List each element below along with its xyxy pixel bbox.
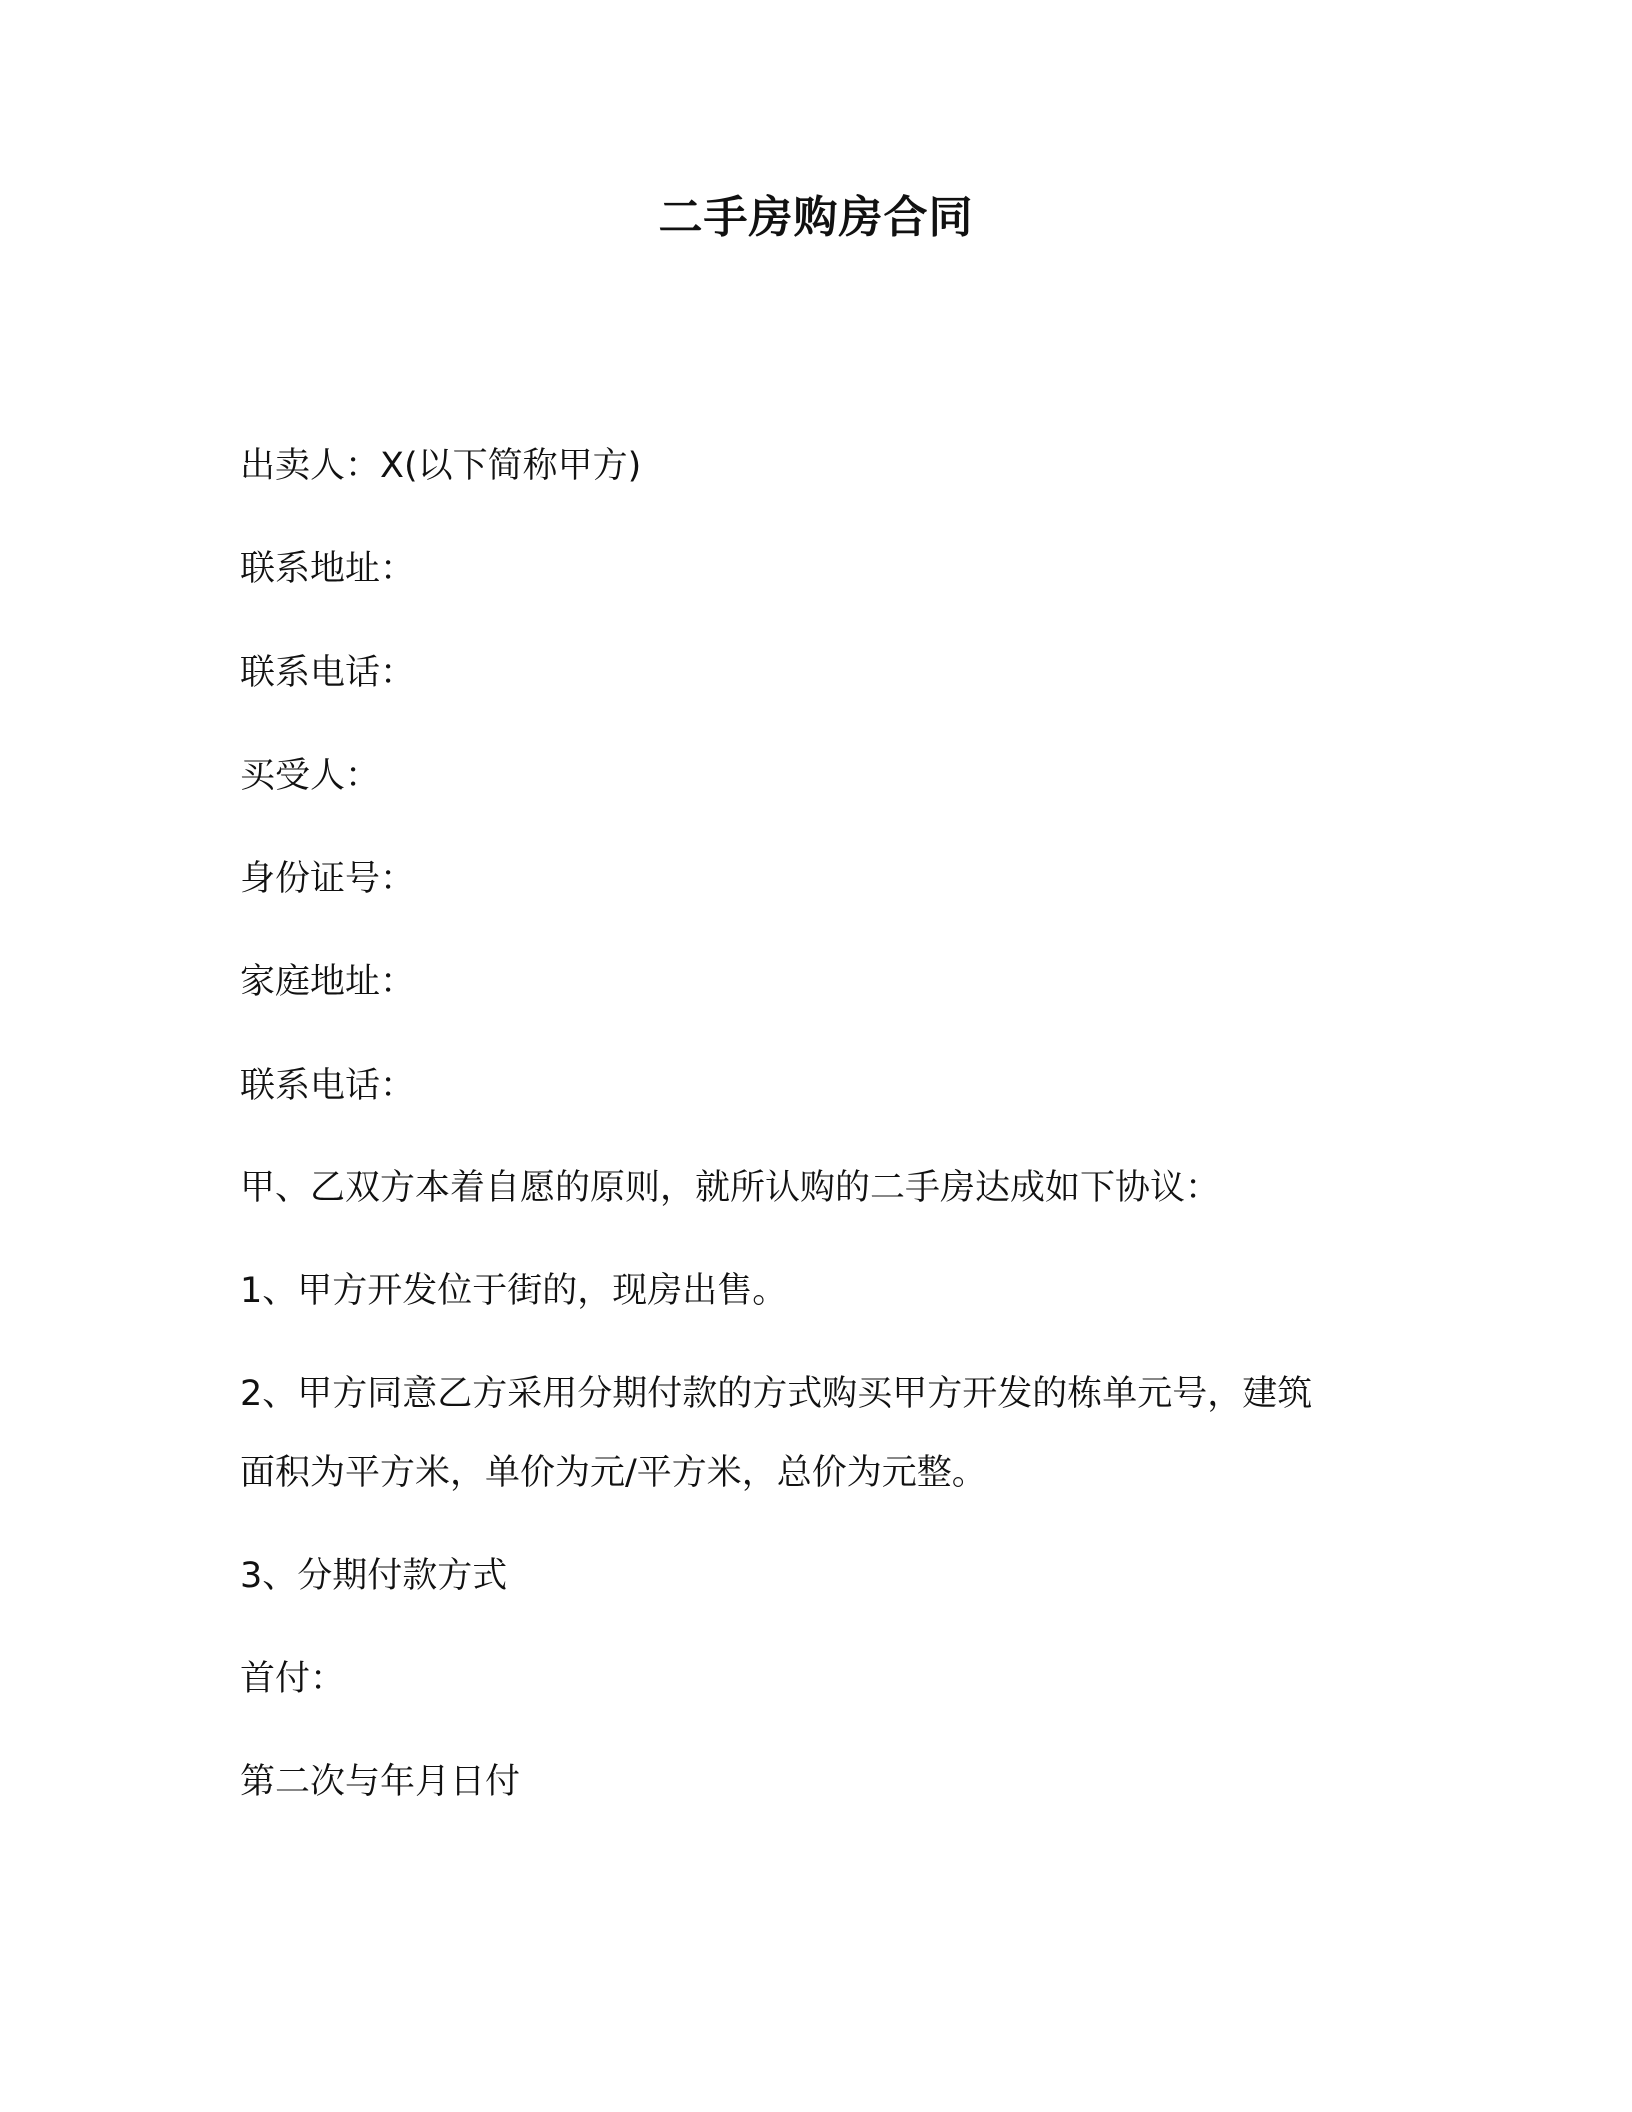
- down-payment-line: 首付：: [240, 1659, 346, 1699]
- clause-2-line: 2、甲方同意乙方采用分期付款的方式购买甲方开发的栋单元号，建筑: [240, 1374, 1313, 1414]
- seller-line: 出卖人：X(以下简称甲方): [240, 446, 642, 486]
- clause-2-continued-line: 面积为平方米，单价为元/平方米，总价为元整。: [240, 1453, 987, 1493]
- contact-address-line: 联系地址：: [240, 549, 416, 589]
- clause-1-line: 1、甲方开发位于街的，现房出售。: [240, 1271, 788, 1311]
- contact-phone-line: 联系电话：: [240, 653, 416, 693]
- clause-3-line: 3、分期付款方式: [240, 1556, 508, 1596]
- buyer-line: 买受人：: [240, 756, 381, 796]
- buyer-phone-line: 联系电话：: [240, 1066, 416, 1106]
- agreement-intro-line: 甲、乙双方本着自愿的原则，就所认购的二手房达成如下协议：: [240, 1168, 1221, 1208]
- document-title: 二手房购房合同: [658, 192, 974, 243]
- home-address-line: 家庭地址：: [240, 962, 416, 1002]
- second-payment-line: 第二次与年月日付: [240, 1762, 521, 1802]
- id-number-line: 身份证号：: [240, 859, 416, 899]
